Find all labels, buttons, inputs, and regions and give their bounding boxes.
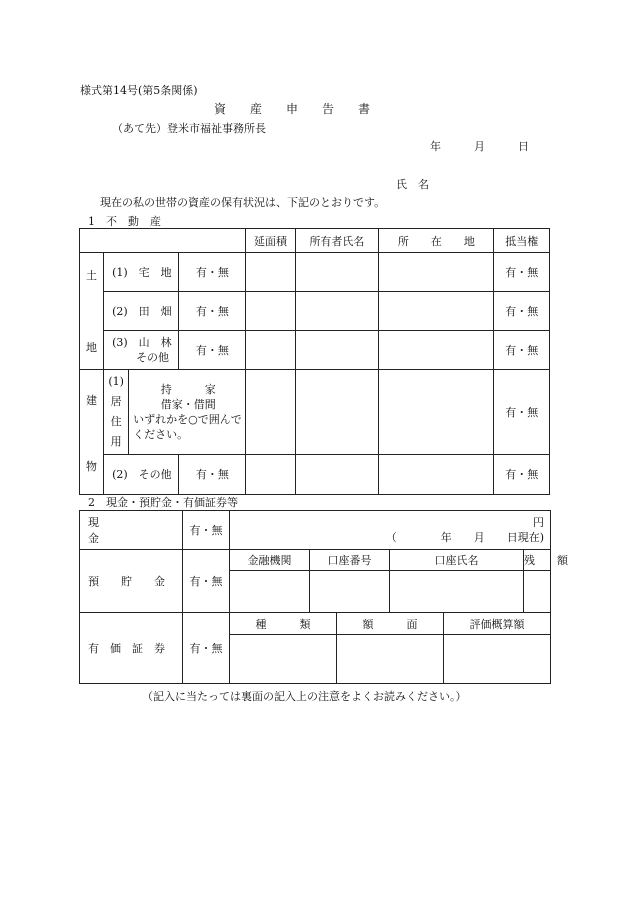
cash-label: 現 金 (80, 511, 183, 550)
securities-type-cell[interactable] (230, 635, 337, 684)
residence-options[interactable]: 持 家 借家・借間 いずれかを○で囲んでください。 (129, 370, 246, 455)
date-label: 年 月 日 (430, 140, 529, 153)
land-row-field-mortgage[interactable]: 有・無 (494, 292, 550, 330)
cash-amount[interactable]: 円 （ 年 月 日現在) (230, 511, 551, 550)
land-row-forest: (3) 山 林 その他 (104, 330, 179, 369)
cell[interactable] (295, 370, 379, 455)
financial-assets-table (79, 510, 568, 684)
savings-bank-cell[interactable] (230, 571, 310, 613)
residence-mortgage[interactable]: 有・無 (494, 370, 550, 455)
cell[interactable] (379, 370, 494, 455)
form-id: 様式第14号(第5条関係) (80, 84, 198, 97)
savings-label: 預 貯 金 (80, 550, 183, 613)
securities-status[interactable]: 有・無 (183, 613, 230, 684)
cell[interactable] (246, 330, 295, 369)
building-other-mortgage[interactable]: 有・無 (494, 454, 550, 494)
cell[interactable] (246, 292, 295, 330)
name-label: 氏 名 (396, 178, 429, 191)
securities-label: 有 価 証 券 (80, 613, 183, 684)
cell[interactable] (295, 330, 379, 369)
savings-balance-cell[interactable] (524, 571, 551, 613)
addressee: （あて先）登米市福祉事務所長 (112, 122, 266, 135)
cell[interactable] (295, 454, 379, 494)
cell[interactable] (295, 292, 379, 330)
land-row-forest-mortgage[interactable]: 有・無 (494, 330, 550, 369)
land-row-forest-status[interactable]: 有・無 (179, 330, 246, 369)
cash-status[interactable]: 有・無 (183, 511, 230, 550)
residence-label: (1) 居 住 用 (104, 370, 129, 455)
savings-header-account-number: 口座番号 (310, 550, 390, 571)
securities-header-type: 種 類 (230, 613, 337, 635)
building-other-status[interactable]: 有・無 (179, 454, 246, 494)
land-row-residential: (1) 宅 地 (104, 253, 179, 292)
securities-header-face-value: 額 面 (337, 613, 444, 635)
securities-estimated-value-cell[interactable] (444, 635, 551, 684)
land-row-residential-status[interactable]: 有・無 (179, 253, 246, 292)
land-row-residential-mortgage[interactable]: 有・無 (494, 253, 550, 292)
document-title: 資 産 申 告 書 (214, 102, 371, 116)
securities-face-value-cell[interactable] (337, 635, 444, 684)
savings-account-name-cell[interactable] (390, 571, 524, 613)
cell[interactable] (246, 454, 295, 494)
land-row-field: (2) 田 畑 (104, 292, 179, 330)
cell[interactable] (379, 292, 494, 330)
savings-header-balance: 残 額 (524, 550, 551, 571)
savings-header-account-name: 口座氏名 (390, 550, 524, 571)
section1-heading: 1 不 動 産 (88, 215, 161, 228)
land-row-field-status[interactable]: 有・無 (179, 292, 246, 330)
header-mortgage: 抵当権 (494, 229, 550, 253)
cell[interactable] (295, 253, 379, 292)
land-label: 土 地 (80, 253, 104, 370)
building-label: 建 物 (80, 370, 104, 495)
cell[interactable] (379, 330, 494, 369)
cell[interactable] (246, 370, 295, 455)
footer-note: （記入に当たっては裏面の記入上の注意をよくお読みください。） (142, 690, 467, 703)
header-owner-name: 所有者氏名 (295, 229, 379, 253)
header-blank (80, 229, 246, 253)
header-floor-area: 延面積 (246, 229, 295, 253)
savings-header-bank: 金融機関 (230, 550, 310, 571)
cell[interactable] (379, 454, 494, 494)
intro-text: 現在の私の世帯の資産の保有状況は、下記のとおりです。 (100, 196, 386, 209)
savings-status[interactable]: 有・無 (183, 550, 230, 613)
cell[interactable] (246, 253, 295, 292)
building-other: (2) その他 (104, 454, 179, 494)
section2-heading: 2 現金・預貯金・有価証券等 (88, 496, 238, 509)
securities-header-estimated-value: 評価概算額 (444, 613, 551, 635)
real-estate-table (79, 228, 550, 495)
cell[interactable] (379, 253, 494, 292)
header-location: 所 在 地 (379, 229, 494, 253)
savings-account-number-cell[interactable] (310, 571, 390, 613)
